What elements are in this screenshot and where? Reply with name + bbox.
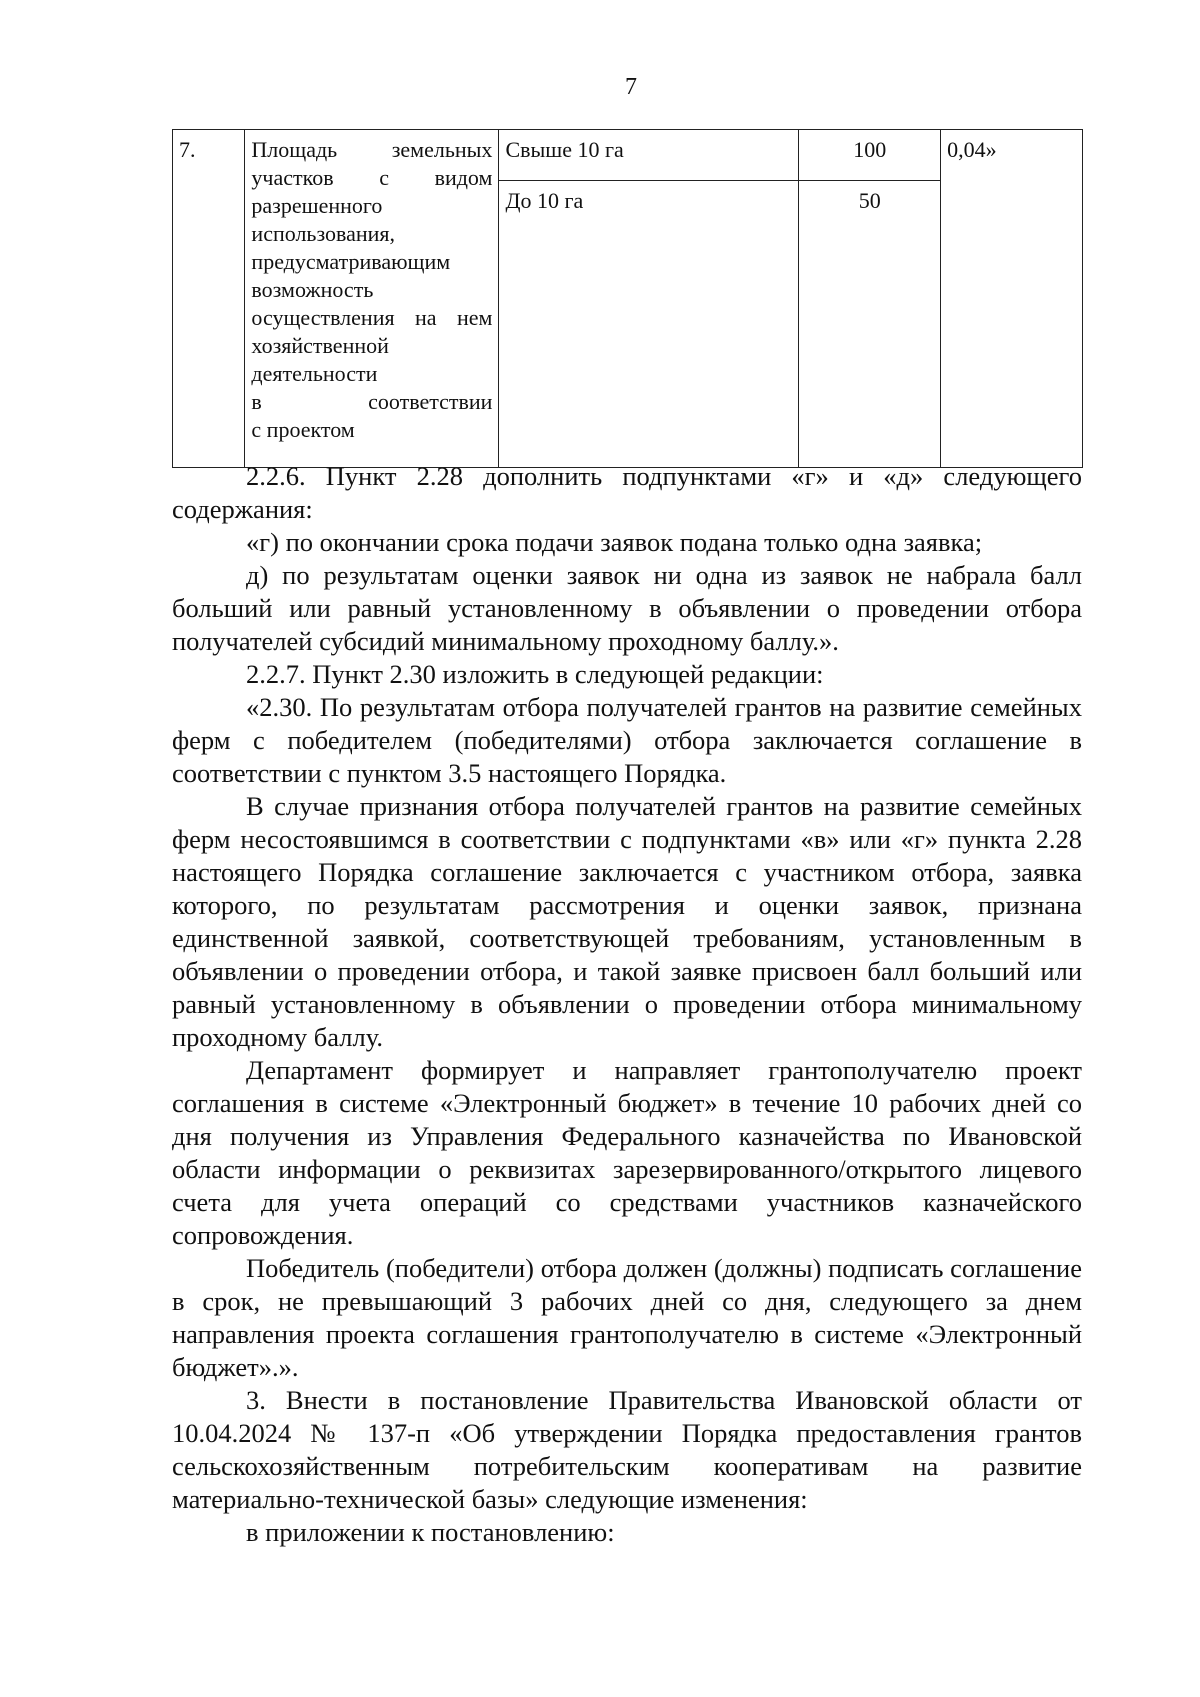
paragraph: Департамент формирует и направляет грантополучателю проект соглашения в системе «Электронный бюджет» в течение 10 рабочих дней со дня получения из Управления Федерального казначейства по Ивановской области информации о реквизитах зарезервированного/открытого лицевого счета для учета операций со средствами участников казначейского сопровождения. [172,1055,1082,1250]
paragraph: 2.2.6. Пункт 2.28 дополнить подпунктами «г» и «д» следующего содержания: [172,461,1082,524]
paragraph: Победитель (победители) отбора должен (должны) подписать соглашение в срок, не превышающий 3 рабочих дней со дня, следующего за днем направления проекта соглашения грантополучателю в системе «Электронный бюджет».». [172,1253,1082,1382]
paragraph: «г) по окончании срока подачи заявок подана только одна заявка; [246,527,983,557]
criterion-line: возможность [251,277,374,302]
row-number: 7. [173,130,245,468]
criterion-line: участков с видом [251,165,493,190]
condition-cell: До 10 га [499,181,799,468]
score-cell: 100 [799,130,941,181]
criteria-table [172,129,1083,468]
criterion-line: хозяйственной [251,333,389,358]
paragraph: «2.30. По результатам отбора получателей грантов на развитие семейных ферм с победителем (победителями) отбора заключается соглашение в соответствии с пунктом 3.5 настоящего Порядка. [172,692,1082,788]
document-body [172,460,1082,1549]
paragraph: д) по результатам оценки заявок ни одна из заявок не набрала балл больший или равный установленному в объявлении о проведении отбора получателей субсидий минимальному проходному баллу.». [172,560,1082,656]
criterion-line: Площадь земельных [251,137,493,162]
condition-cell: Свыше 10 га [499,130,799,181]
criterion-line: деятельности [251,361,378,386]
paragraph: 2.2.7. Пункт 2.30 изложить в следующей редакции: [246,659,824,689]
paragraph: В случае признания отбора получателей грантов на развитие семейных ферм несостоявшимся в соответствии с подпунктами «в» или «г» пункта 2.28 настоящего Порядка соглашение заключается с участником отбора, заявка которого, по результатам рассмотрения и оценки заявок, признана единственной заявкой, соответствующей требованиям, установленным в объявлении о проведении отбора, и такой заявке присвоен балл больший или равный установленному в объявлении о проведении отбора минимальному проходному баллу. [172,791,1082,1052]
criterion-line: осуществления на нем [251,305,493,330]
paragraph: в приложении к постановлению: [246,1517,615,1547]
table-row [173,130,1083,181]
page-number: 7 [625,74,637,100]
criterion-line: использования, [251,221,396,246]
paragraph: 3. Внести в постановление Правительства Ивановской области от 10.04.2024 № 137-п «Об утверждении Порядка предоставления грантов сельскохозяйственным потребительским кооперативам на развитие материально-технической базы» следующие изменения: [172,1385,1082,1514]
criterion-line: в соответствии [251,389,493,414]
criterion-line: разрешенного [251,193,383,218]
score-cell: 50 [799,181,941,468]
criterion-name [245,130,499,468]
weight-cell: 0,04» [941,130,1083,468]
criterion-line: предусматривающим [251,249,451,274]
criterion-line: с проектом [251,417,355,442]
